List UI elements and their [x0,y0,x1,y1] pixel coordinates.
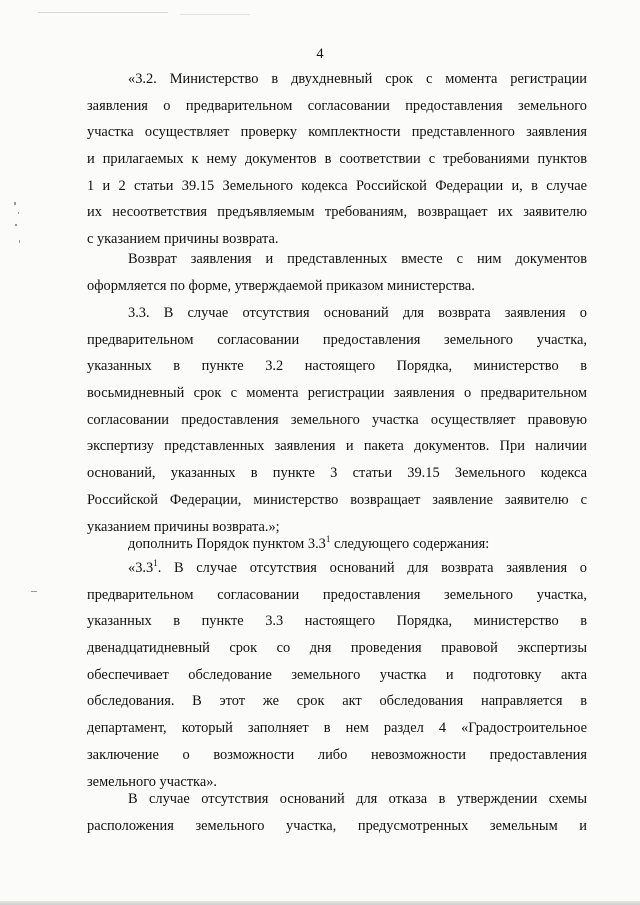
text-line: «3.2. Министерство в двухдневный срок с момента регистрации [128,71,587,87]
superscript-one: 1 [153,558,158,568]
text-line: оснований, указанных в пункте 3 статьи 39.15 Земельного кодекса [87,465,587,482]
text-line: оформляется по форме, утверждаемой приказом министерства. [87,277,475,294]
page-number: 4 [316,46,324,62]
text-line: предварительном согласовании предоставления земельного участка, [87,586,587,603]
text-line: заключение о возможности либо невозможности предоставления [87,746,587,763]
scan-artifact [18,212,19,214]
text-line: В случае отсутствия оснований для отказа в утверждении схемы [128,791,587,807]
paragraph-3-3-1 [87,555,587,795]
scan-artifact [19,240,20,243]
text-line: обеспечивает обследование земельного участка и подготовку акта [87,666,587,683]
text-line: экспертизу представленных заявления и пакета документов. При наличии [87,438,587,455]
text-line: двенадцатидневный срок со дня проведения правовой экспертизы [87,640,587,657]
text-line: заявления о предварительном согласовании предоставления земельного [87,97,587,114]
paragraph-amend [87,531,587,558]
text-line: их несоответствия предъявляемым требованиям, возвращает их заявителю [87,204,587,221]
paragraph-return-form [87,246,587,299]
text-line: 1 и 2 статьи 39.15 Земельного кодекса Российской Федерации и, в случае [87,177,587,194]
text-line: восьмидневный срок с момента регистрации заявления о предварительном [87,385,587,402]
text-line: обследования. В этот же срок акт обследования направляется в [87,693,587,710]
paragraph-3-3 [87,300,587,540]
page-bottom-edge [0,901,640,905]
text-line: земельного участка». [87,773,217,790]
text-line: 3.3. В случае отсутствия оснований для возврата заявления о [128,305,587,321]
text-line: участка осуществляет проверку комплектности представленного заявления [87,124,587,141]
superscript-one: 1 [325,534,331,544]
scan-artifact [15,224,17,226]
text-line: и прилагаемых к нему документов в соответствии с требованиями пунктов [87,151,587,168]
scan-artifact [38,12,168,13]
text-line: департамент, который заполняет в нем раздел 4 «Градостроительное [87,720,587,737]
text-line: дополнить Порядок пунктом $3.3^1$ следующего содержания: [128,534,490,552]
text-line: Возврат заявления и представленных вместе с ним документов [128,251,587,267]
paragraph-scheme [87,786,587,839]
text-line: согласовании предоставления земельного участка осуществляет правовую [87,411,587,428]
text-line: с указанием причины возврата. [87,231,279,248]
scan-artifact [14,202,16,205]
text-line: расположения земельного участка, предусмотренных земельным и [87,817,587,834]
scan-artifact [31,591,37,592]
text-line: «$3.3^1$. В случае отсутствия оснований для возврата заявления о [128,558,587,576]
text-line: указанных в пункте 3.2 настоящего Порядка, министерство в [87,358,587,375]
scan-artifact [180,14,250,15]
text-line: указанием причины возврата.»; [87,518,280,535]
text-line: Российской Федерации, министерство возвращает заявление заявителю с [87,491,587,508]
text-line: предварительном согласовании предоставления земельного участка, [87,331,587,348]
text-line: указанных в пункте 3.3 настоящего Порядка, министерство в [87,613,587,630]
paragraph-3-2 [87,66,587,253]
